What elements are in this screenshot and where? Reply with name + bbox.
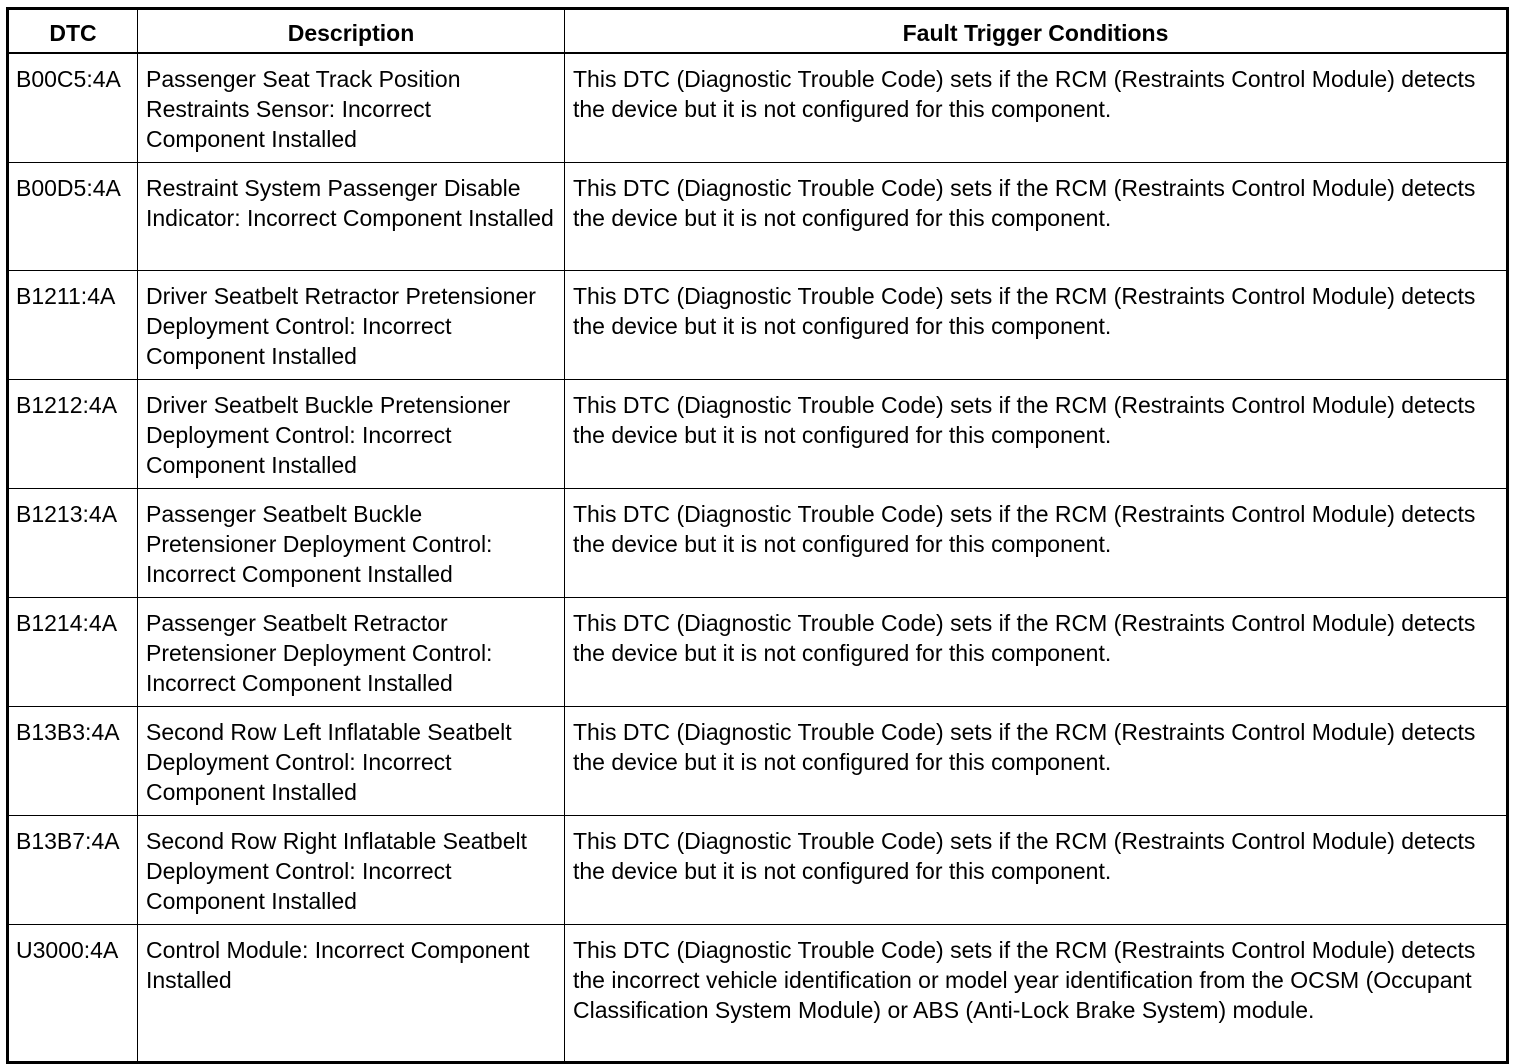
conditions-cell: This DTC (Diagnostic Trouble Code) sets if the RCM (Restraints Control Module) detects the device but it is not configured for this component.	[565, 162, 1508, 270]
table-row	[8, 706, 1508, 815]
conditions-cell: This DTC (Diagnostic Trouble Code) sets if the RCM (Restraints Control Module) detects the incorrect vehicle identification or model year identification from the OCSM (Occupant Classification System Module) or ABS (Anti-Lock Brake System) module.	[565, 924, 1508, 1062]
conditions-cell: This DTC (Diagnostic Trouble Code) sets if the RCM (Restraints Control Module) detects the device but it is not configured for this component.	[565, 270, 1508, 379]
dtc-code-cell: B13B7:4A	[8, 815, 138, 924]
table-row	[8, 815, 1508, 924]
dtc-code-cell: B1212:4A	[8, 379, 138, 488]
dtc-code-cell: B1211:4A	[8, 270, 138, 379]
header-dtc: DTC	[8, 9, 138, 53]
conditions-cell: This DTC (Diagnostic Trouble Code) sets if the RCM (Restraints Control Module) detects the device but it is not configured for this component.	[565, 597, 1508, 706]
description-cell: Restraint System Passenger Disable Indicator: Incorrect Component Installed	[138, 162, 565, 270]
dtc-code-cell: B1213:4A	[8, 488, 138, 597]
header-description: Description	[138, 9, 565, 53]
table-row	[8, 597, 1508, 706]
description-cell: Control Module: Incorrect Component Installed	[138, 924, 565, 1062]
table-row	[8, 162, 1508, 270]
header-fault-trigger-conditions: Fault Trigger Conditions	[565, 9, 1508, 53]
table-row	[8, 379, 1508, 488]
description-cell: Second Row Right Inflatable Seatbelt Deployment Control: Incorrect Component Installed	[138, 815, 565, 924]
conditions-cell: This DTC (Diagnostic Trouble Code) sets if the RCM (Restraints Control Module) detects the device but it is not configured for this component.	[565, 53, 1508, 163]
table-row	[8, 270, 1508, 379]
table-row	[8, 924, 1508, 1062]
description-cell: Passenger Seat Track Position Restraints Sensor: Incorrect Component Installed	[138, 53, 565, 163]
dtc-code-cell: B1214:4A	[8, 597, 138, 706]
conditions-cell: This DTC (Diagnostic Trouble Code) sets if the RCM (Restraints Control Module) detects the device but it is not configured for this component.	[565, 488, 1508, 597]
conditions-cell: This DTC (Diagnostic Trouble Code) sets if the RCM (Restraints Control Module) detects the device but it is not configured for this component.	[565, 815, 1508, 924]
dtc-code-cell: B13B3:4A	[8, 706, 138, 815]
description-cell: Passenger Seatbelt Buckle Pretensioner Deployment Control: Incorrect Component Installed	[138, 488, 565, 597]
description-cell: Driver Seatbelt Retractor Pretensioner Deployment Control: Incorrect Component Installed	[138, 270, 565, 379]
conditions-cell: This DTC (Diagnostic Trouble Code) sets if the RCM (Restraints Control Module) detects the device but it is not configured for this component.	[565, 379, 1508, 488]
table-row	[8, 488, 1508, 597]
description-cell: Passenger Seatbelt Retractor Pretensioner Deployment Control: Incorrect Component Installed	[138, 597, 565, 706]
dtc-code-cell: B00D5:4A	[8, 162, 138, 270]
description-cell: Driver Seatbelt Buckle Pretensioner Deployment Control: Incorrect Component Installed	[138, 379, 565, 488]
description-cell: Second Row Left Inflatable Seatbelt Deployment Control: Incorrect Component Installed	[138, 706, 565, 815]
dtc-table	[6, 7, 1509, 1064]
header-row	[8, 9, 1508, 53]
dtc-code-cell: U3000:4A	[8, 924, 138, 1062]
dtc-code-cell: B00C5:4A	[8, 53, 138, 163]
table-row	[8, 53, 1508, 163]
conditions-cell: This DTC (Diagnostic Trouble Code) sets if the RCM (Restraints Control Module) detects the device but it is not configured for this component.	[565, 706, 1508, 815]
